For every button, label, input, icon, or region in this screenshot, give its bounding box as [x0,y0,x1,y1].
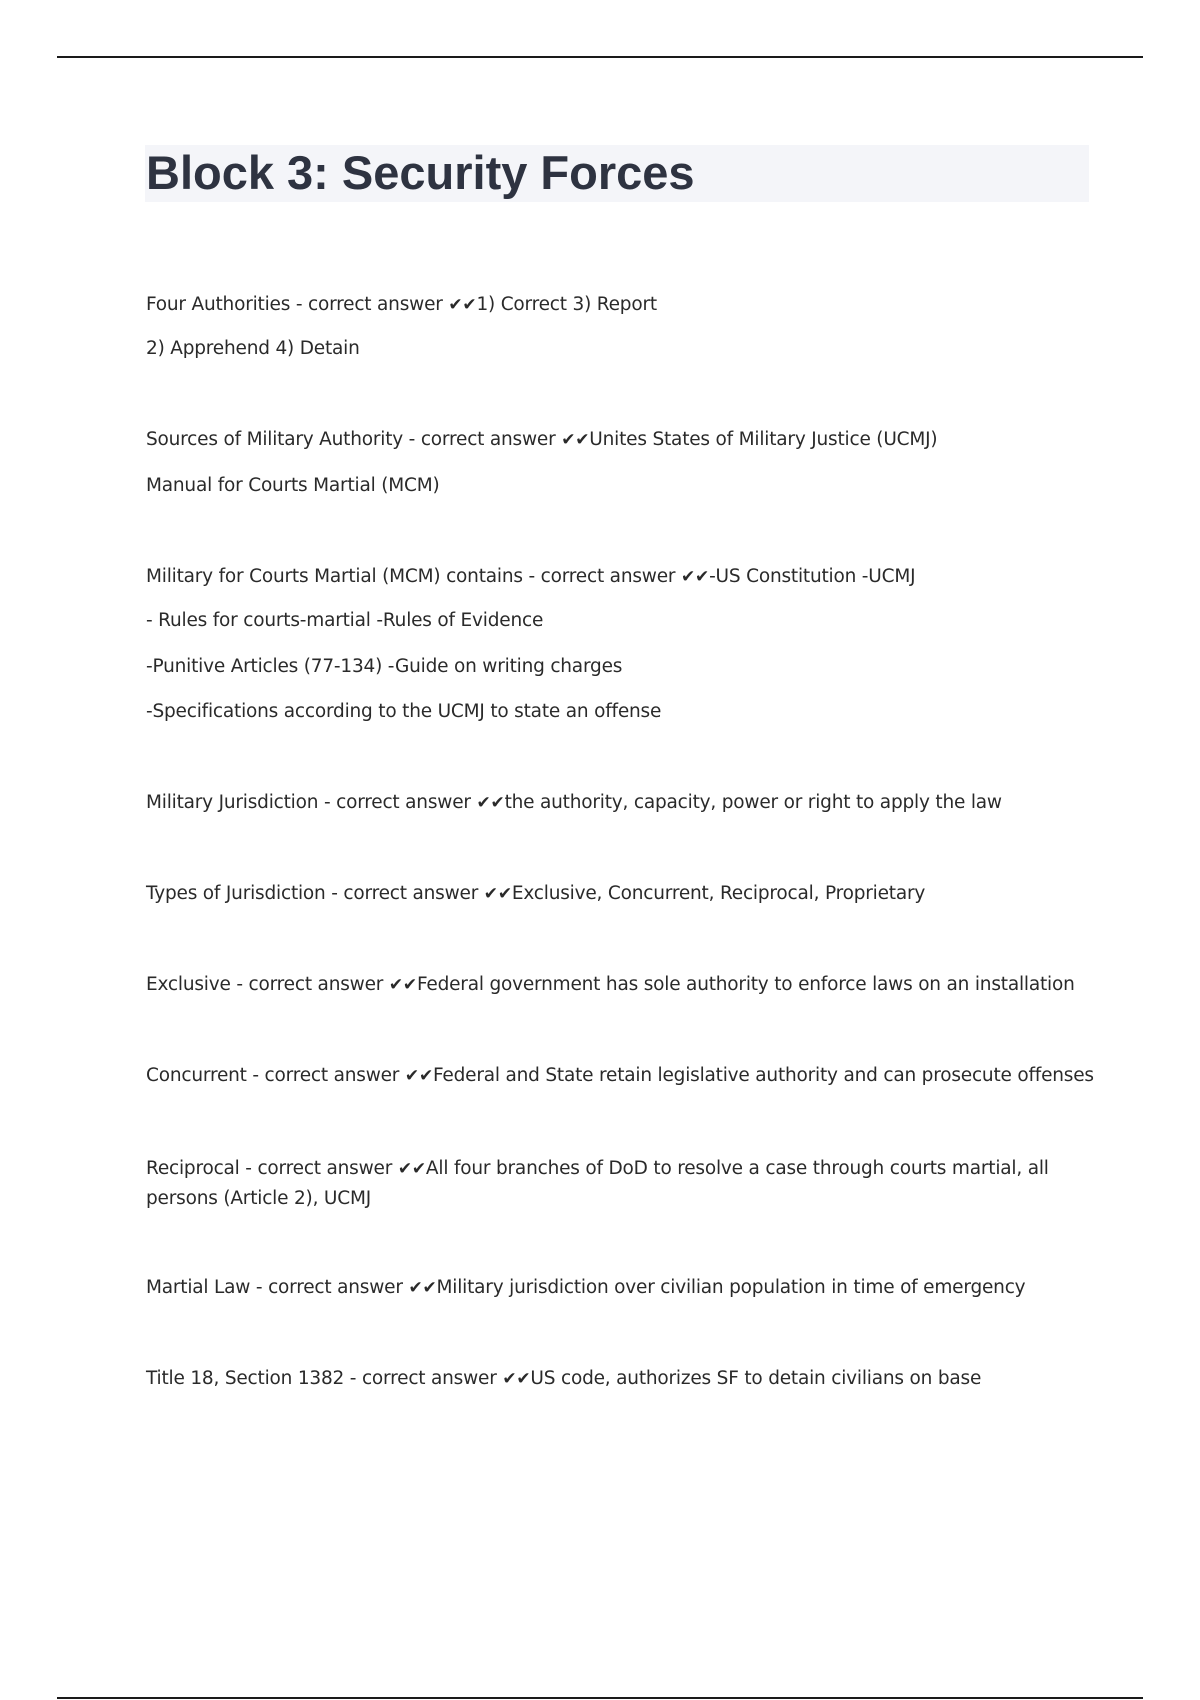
check-mark-icon: ✔✔ [680,567,710,587]
entry-term: Martial Law - correct answer [146,1277,409,1298]
entry-answer-line: -Punitive Articles (77-134) -Guide on writing charges [146,656,623,677]
entry-answer: 1) Correct 3) Report [476,294,657,315]
entry-term: Military Jurisdiction - correct answer [146,792,477,813]
entry-answer: Unites States of Military Justice (UCMJ) [589,429,938,450]
entry-term: Concurrent - correct answer [146,1065,405,1086]
check-mark-icon: ✔✔ [388,975,417,995]
entry-answer-line: -Specifications according to the UCMJ to state an offense [146,701,662,722]
entry-answer: All four branches of DoD to resolve a case through courts martial, all persons (Article 2), UCMJ [146,1158,1049,1209]
entry-answer-line: Manual for Courts Martial (MCM) [146,475,440,496]
entry-term: Four Authorities - correct answer [146,294,449,315]
check-mark-icon: ✔✔ [476,793,505,813]
check-mark-icon: ✔✔ [448,295,477,315]
document-title: Block 3: Security Forces [146,146,695,199]
entry-answer: Federal and State retain legislative authority and can prosecute offenses [433,1065,1094,1086]
footer-rule [57,1697,1143,1699]
entry-term: Title 18, Section 1382 - correct answer [146,1368,503,1389]
entry-answer: US code, authorizes SF to detain civilians on base [530,1368,982,1389]
entry-answer: Federal government has sole authority to enforce laws on an installation [416,974,1075,995]
entry-answer: the authority, capacity, power or right to apply the law [504,792,1002,813]
entry-answer: Military jurisdiction over civilian population in time of emergency [436,1277,1026,1298]
entry-term: Types of Jurisdiction - correct answer [146,883,484,904]
check-mark-icon: ✔✔ [502,1369,531,1389]
check-mark-icon: ✔✔ [397,1159,426,1179]
entry-term: Military for Courts Martial (MCM) contains - correct answer [146,566,681,587]
check-mark-icon: ✔✔ [408,1278,437,1298]
check-mark-icon: ✔✔ [483,884,512,904]
entry-term: Sources of Military Authority - correct answer [146,429,562,450]
header-rule [57,56,1143,58]
entry-term: Reciprocal - correct answer [146,1158,398,1179]
entry-answer-line: 2) Apprehend 4) Detain [146,338,360,359]
check-mark-icon: ✔✔ [404,1066,433,1086]
entry-answer-line: - Rules for courts-martial -Rules of Evidence [146,610,544,631]
entry-term: Exclusive - correct answer [146,974,389,995]
check-mark-icon: ✔✔ [561,430,590,450]
entry-answer: -US Constitution -UCMJ [709,566,916,587]
entry-answer: Exclusive, Concurrent, Reciprocal, Proprietary [511,883,926,904]
